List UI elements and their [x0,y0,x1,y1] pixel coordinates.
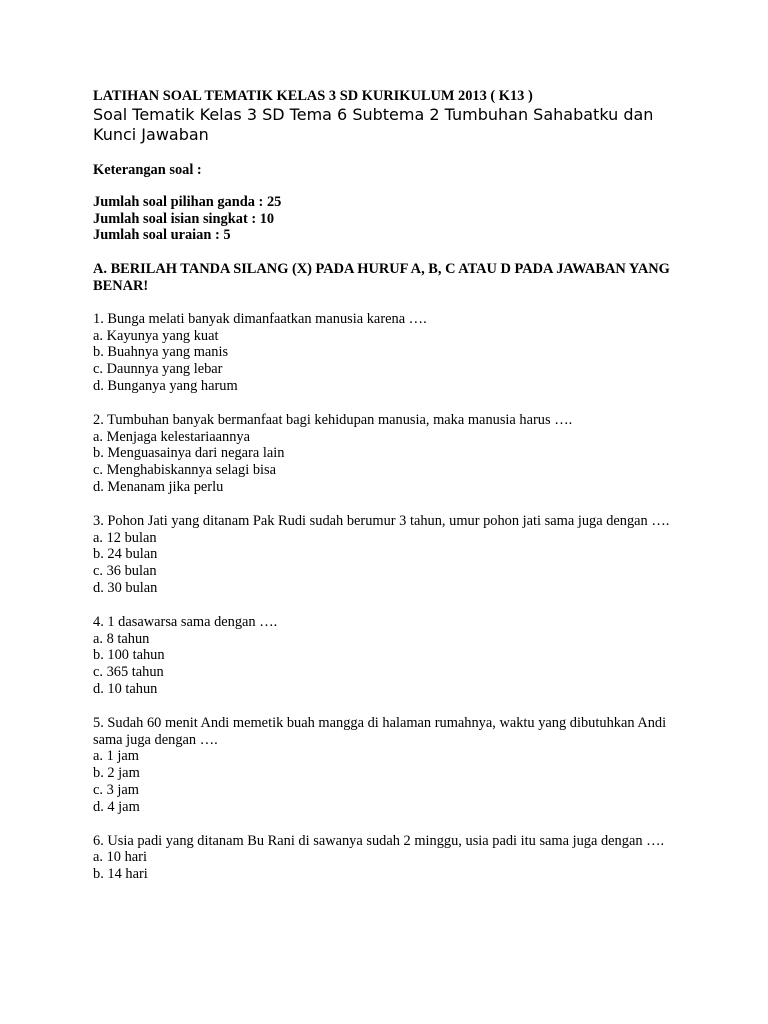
section-a-instruction: A. BERILAH TANDA SILANG (X) PADA HURUF A, B, C ATAU D PADA JAWABAN YANG BENAR! [93,261,670,294]
option-a: a. 1 jam [93,748,139,765]
question-text: 2. Tumbuhan banyak bermanfaat bagi kehidupan manusia, maka manusia harus …. [93,411,573,428]
option-b: b. Buahnya yang manis [93,344,229,361]
option-a: a. 10 hari [93,849,147,866]
option-c: c. 365 tahun [93,664,164,681]
option-c: c. 3 jam [93,781,139,798]
question-text: 5. Sudah 60 menit Andi memetik buah mangga di halaman rumahnya, waktu yang dibutuhkan Andi sama juga dengan …. [93,714,667,748]
stat-short-answer: Jumlah soal isian singkat : 10 [93,210,275,227]
option-a: a. 12 bulan [93,529,157,546]
question-3 [93,513,683,597]
option-d: d. 30 bulan [93,579,158,596]
question-text: 1. Bunga melati banyak dimanfaatkan manusia karena …. [93,310,427,327]
question-6 [93,833,683,883]
document-subtitle: Soal Tematik Kelas 3 SD Tema 6 Subtema 2 Tumbuhan Sahabatku dan Kunci Jawaban [93,105,654,144]
document-title: LATIHAN SOAL TEMATIK KELAS 3 SD KURIKULUM 2013 ( K13 ) [93,88,533,104]
option-a: a. 8 tahun [93,630,150,647]
option-c: c. Daunnya yang lebar [93,361,223,378]
info-label: Keterangan soal : [93,162,202,178]
option-b: b. 100 tahun [93,647,165,664]
option-b: b. 24 bulan [93,546,158,563]
question-4 [93,614,683,698]
question-text: 3. Pohon Jati yang ditanam Pak Rudi sudah berumur 3 tahun, umur pohon jati sama juga dengan …. [93,512,670,529]
option-b: b. Menguasainya dari negara lain [93,445,285,462]
question-2 [93,412,683,496]
option-d: d. Menanam jika perlu [93,478,224,495]
option-c: c. 36 bulan [93,563,157,580]
option-d: d. 10 tahun [93,680,158,697]
option-b: b. 2 jam [93,765,140,782]
stat-multiple-choice: Jumlah soal pilihan ganda : 25 [93,193,282,210]
question-text: 6. Usia padi yang ditanam Bu Rani di sawanya sudah 2 minggu, usia padi itu sama juga dengan …. [93,832,665,849]
option-d: d. Bunganya yang harum [93,377,238,394]
document-page [93,88,683,900]
option-d: d. 4 jam [93,798,140,815]
option-a: a. Kayunya yang kuat [93,327,219,344]
question-1 [93,311,683,395]
question-text: 4. 1 dasawarsa sama dengan …. [93,613,278,630]
question-5 [93,715,683,816]
stat-essay: Jumlah soal uraian : 5 [93,227,231,244]
option-c: c. Menghabiskannya selagi bisa [93,462,277,479]
option-b: b. 14 hari [93,866,148,883]
option-a: a. Menjaga kelestariaannya [93,428,251,445]
